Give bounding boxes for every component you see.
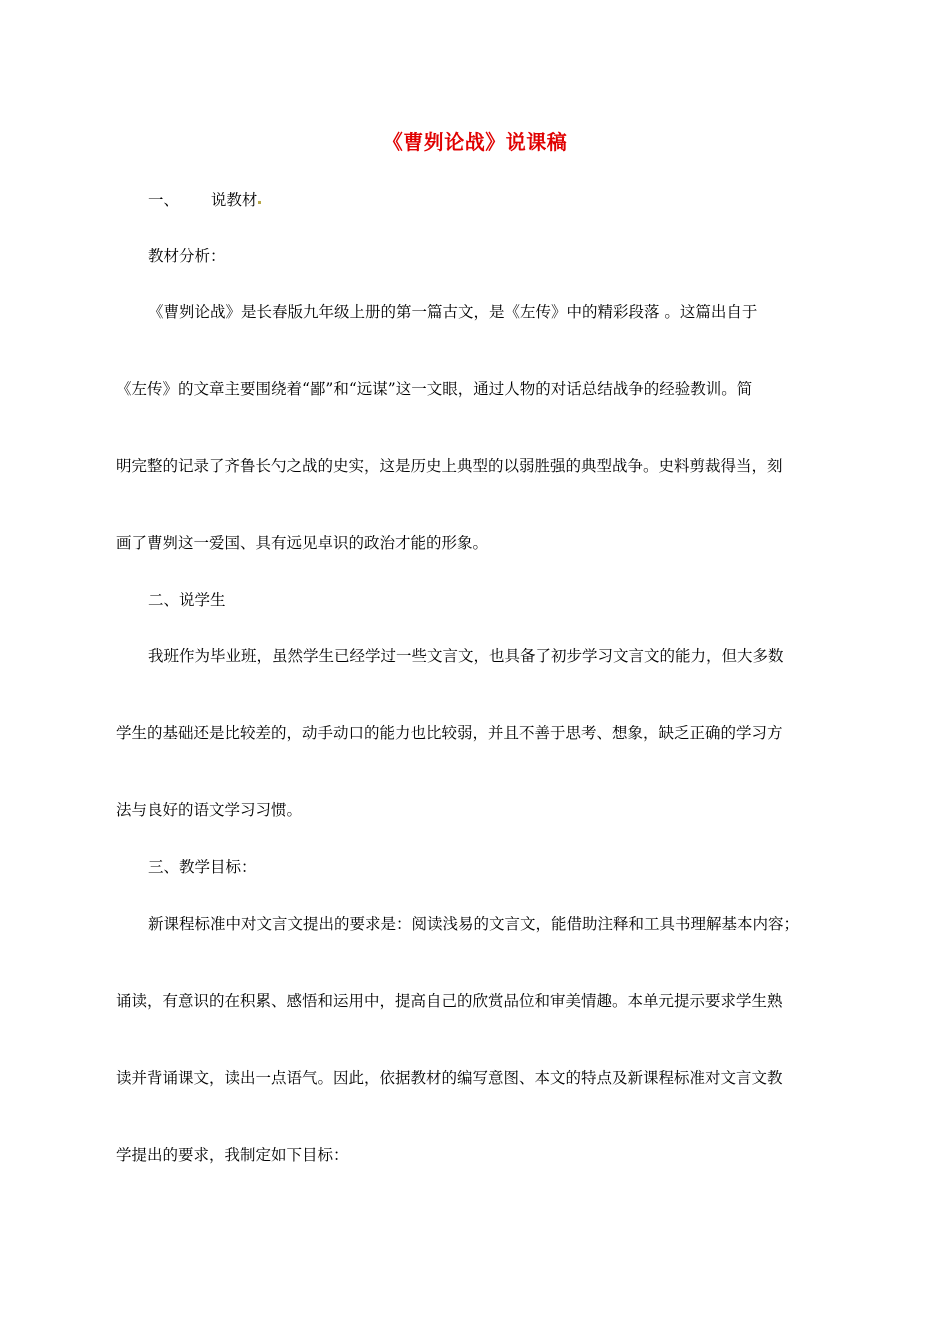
section-2-heading: 二、说学生 bbox=[148, 591, 226, 609]
paragraph-line: 诵读，有意识的在积累、感悟和运用中，提高自己的欣赏品位和审美情趣。本单元提示要求学生熟 bbox=[116, 992, 783, 1010]
section-1-subheading: 教材分析： bbox=[148, 247, 226, 265]
paragraph-line: 学生的基础还是比较差的，动手动口的能力也比较弱，并且不善于思考、想象，缺乏正确的学习方 bbox=[116, 724, 783, 742]
paragraph-line: 《左传》的文章主要围绕着“鄙”和“远谋”这一文眼，通过人物的对话总结战争的经验教训。简 bbox=[116, 380, 753, 398]
document-title: 《曹刿论战》说课稿 bbox=[382, 130, 568, 154]
paragraph-line: 我班作为毕业班，虽然学生已经学过一些文言文，也具备了初步学习文言文的能力，但大多数 bbox=[148, 647, 784, 665]
paragraph-line: 明完整的记录了齐鲁长勺之战的史实，这是历史上典型的以弱胜强的典型战争。史料剪裁得当，刻 bbox=[116, 457, 783, 475]
paragraph-line: 学提出的要求，我制定如下目标： bbox=[116, 1146, 349, 1164]
paragraph-line: 读并背诵课文，读出一点语气。因此，依据教材的编写意图、本文的特点及新课程标准对文言文教 bbox=[116, 1069, 783, 1087]
paragraph-line: 新课程标准中对文言文提出的要求是：阅读浅易的文言文，能借助注释和工具书理解基本内容； bbox=[148, 915, 800, 933]
paragraph-line: 画了曹刿这一爱国、具有远见卓识的政治才能的形象。 bbox=[116, 534, 489, 552]
section-1-heading bbox=[148, 189, 261, 211]
paragraph-line: 法与良好的语文学习习惯。 bbox=[116, 801, 303, 819]
section-1-title: 说教材 bbox=[210, 191, 258, 209]
section-1-number: 一、 bbox=[148, 191, 180, 209]
paragraph-line: 《曹刿论战》是长春版九年级上册的第一篇古文，是《左传》中的精彩段落 。这篇出自于 bbox=[148, 303, 758, 321]
section-3-heading: 三、教学目标： bbox=[148, 858, 257, 876]
marker-dot bbox=[258, 201, 261, 204]
